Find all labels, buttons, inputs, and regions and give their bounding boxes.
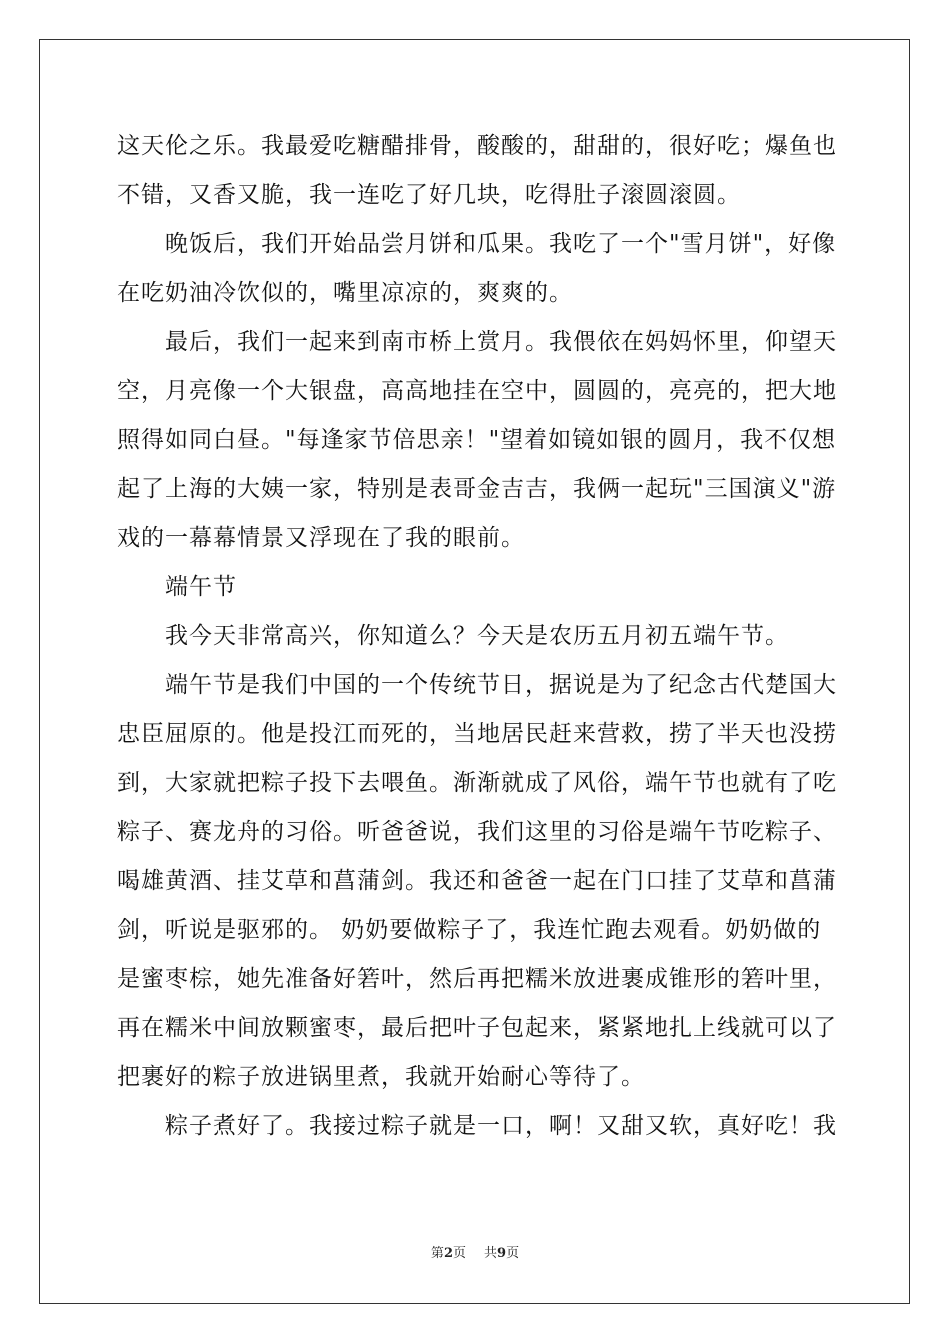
total-suffix: 页	[506, 1246, 520, 1261]
page-number: 2	[443, 1246, 453, 1261]
text-line: 到，大家就把粽子投下去喂鱼。渐渐就成了风俗，端午节也就有了吃	[117, 770, 837, 796]
text-line: 这天伦之乐。我最爱吃糖醋排骨，酸酸的，甜甜的，很好吃；爆鱼也	[117, 133, 837, 159]
text-line: 端午节是我们中国的一个传统节日，据说是为了纪念古代楚国大	[117, 672, 837, 698]
text-line: 在吃奶油冷饮似的，嘴里凉凉的，爽爽的。	[117, 280, 573, 306]
text-line: 粽子、赛龙舟的习俗。听爸爸说，我们这里的习俗是端午节吃粽子、	[117, 819, 837, 845]
page-footer	[0, 1245, 950, 1263]
text-line: 是蜜枣棕，她先准备好箬叶，然后再把糯米放进裹成锥形的箬叶里，	[117, 966, 837, 992]
page-prefix: 第	[430, 1246, 444, 1261]
text-line: 喝雄黄酒、挂艾草和菖蒲剑。我还和爸爸一起在门口挂了艾草和菖蒲	[117, 868, 837, 894]
text-line: 空，月亮像一个大银盘，高高地挂在空中，圆圆的，亮亮的，把大地	[117, 378, 837, 404]
total-pages: 9	[497, 1246, 507, 1261]
text-line: 剑，听说是驱邪的。 奶奶要做粽子了，我连忙跑去观看。奶奶做的	[117, 917, 822, 943]
text-line: 再在糯米中间放颗蜜枣，最后把叶子包起来，紧紧地扎上线就可以了	[117, 1015, 837, 1041]
text-line: 戏的一幕幕情景又浮现在了我的眼前。	[117, 525, 525, 551]
text-line: 粽子煮好了。我接过粽子就是一口，啊！又甜又软，真好吃！我	[117, 1113, 837, 1139]
text-line: 照得如同白昼。"每逢家节倍思亲！"望着如镜如银的圆月，我不仅想	[117, 427, 837, 453]
text-line: 不错，又香又脆，我一连吃了好几块，吃得肚子滚圆滚圆。	[117, 182, 741, 208]
total-prefix: 共	[484, 1246, 498, 1261]
section-heading: 端午节	[117, 574, 237, 600]
text-line: 晚饭后，我们开始品尝月饼和瓜果。我吃了一个"雪月饼"，好像	[117, 231, 837, 257]
text-line: 忠臣屈原的。他是投江而死的，当地居民赶来营救，捞了半天也没捞	[117, 721, 837, 747]
text-line: 最后，我们一起来到南市桥上赏月。我偎依在妈妈怀里，仰望天	[117, 329, 837, 355]
text-line: 把裹好的粽子放进锅里煮，我就开始耐心等待了。	[117, 1064, 645, 1090]
text-line: 我今天非常高兴，你知道么？今天是农历五月初五端午节。	[117, 623, 789, 649]
text-line: 起了上海的大姨一家，特别是表哥金吉吉，我俩一起玩"三国演义"游	[117, 476, 837, 502]
page-suffix: 页	[452, 1246, 466, 1261]
